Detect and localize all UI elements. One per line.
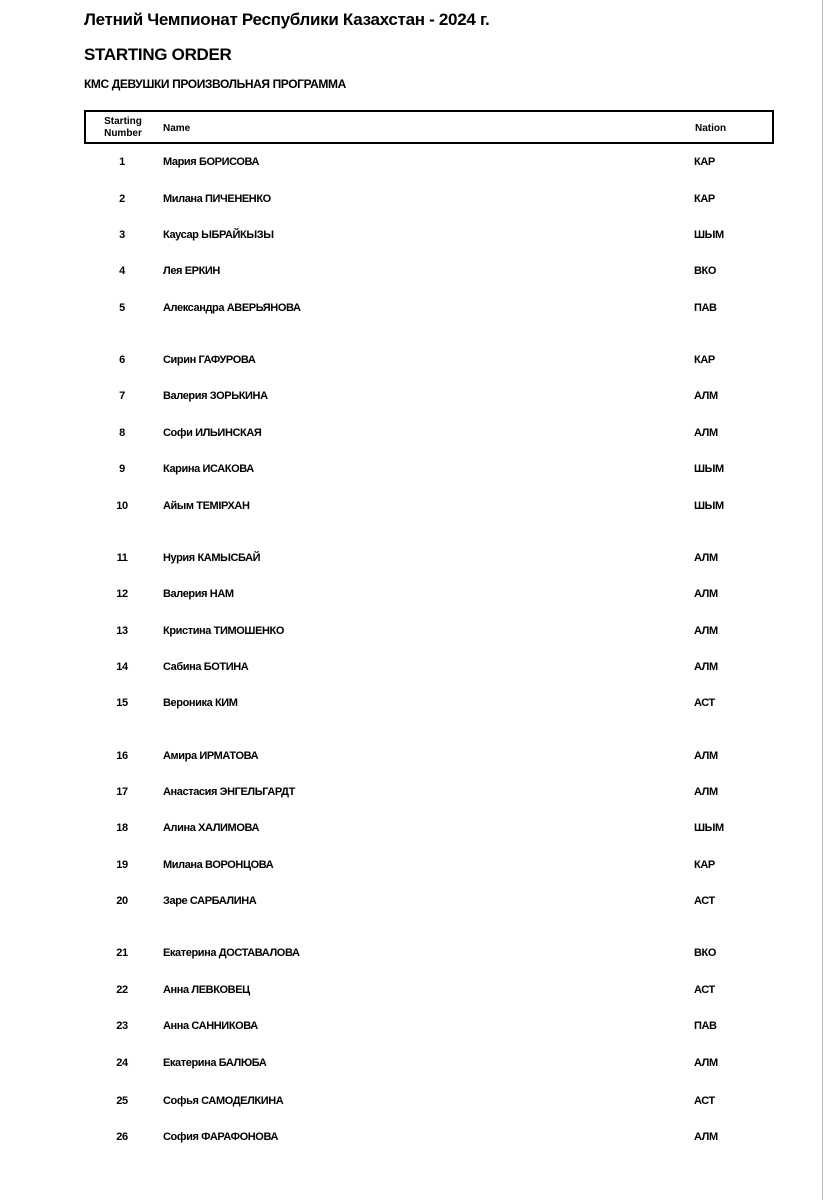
skater-name: Сирин ГАФУРОВА — [163, 354, 256, 366]
document-subtitle: STARTING ORDER — [84, 45, 232, 64]
table-row — [84, 1054, 774, 1074]
starting-number: 16 — [116, 750, 128, 762]
table-row — [84, 299, 774, 319]
table-row — [84, 351, 774, 371]
skater-name: Софья САМОДЕЛКИНА — [163, 1095, 284, 1107]
nation-code: КАР — [694, 156, 715, 168]
skater-name: Каусар ЫБРАЙКЫЗЫ — [163, 229, 274, 241]
nation-code: АЛМ — [694, 786, 718, 798]
skater-name: Екатерина ДОСТАВАЛОВА — [163, 947, 300, 959]
starting-number: 3 — [119, 229, 125, 241]
starting-number: 23 — [116, 1020, 128, 1032]
skater-name: Милана ПИЧЕНЕНКО — [163, 193, 271, 205]
table-row — [84, 262, 774, 282]
skater-name: Милана ВОРОНЦОВА — [163, 859, 274, 871]
nation-code: ШЫМ — [694, 500, 724, 512]
starting-number: 18 — [116, 822, 128, 834]
nation-code: КАР — [694, 354, 715, 366]
starting-number: 20 — [116, 895, 128, 907]
page-edge-line — [822, 0, 823, 1200]
nation-code: АЛМ — [694, 661, 718, 673]
nation-code: АСТ — [694, 697, 715, 709]
table-row — [84, 549, 774, 569]
table-row — [84, 944, 774, 964]
starting-number: 1 — [119, 156, 125, 168]
starting-number: 11 — [116, 552, 128, 564]
table-row — [84, 892, 774, 912]
skater-name: Нурия КАМЫСБАЙ — [163, 552, 261, 564]
page-title: Летний Чемпионат Республики Казахстан - 2024 г. — [84, 10, 490, 29]
nation-code: ВКО — [694, 947, 717, 959]
nation-code: АСТ — [694, 895, 715, 907]
table-row — [84, 424, 774, 444]
skater-name: Заре САРБАЛИНА — [163, 895, 257, 907]
skater-name: Валерия ЗОРЬКИНА — [163, 390, 268, 402]
nation-code: ПАВ — [694, 302, 717, 314]
starting-number: 6 — [119, 354, 125, 366]
starting-number: 25 — [116, 1095, 128, 1107]
table-row — [84, 783, 774, 803]
skater-name: Вероника КИМ — [163, 697, 238, 709]
starting-number: 10 — [116, 500, 128, 512]
nation-code: ВКО — [694, 265, 717, 277]
nation-code: ПАВ — [694, 1020, 717, 1032]
skater-name: Кристина ТИМОШЕНКО — [163, 625, 285, 637]
nation-code: ШЫМ — [694, 229, 724, 241]
nation-code: АЛМ — [694, 588, 718, 600]
nation-code: АЛМ — [694, 750, 718, 762]
table-row — [84, 622, 774, 642]
table-row — [84, 226, 774, 246]
column-header-name: Name — [163, 123, 191, 134]
skater-name: Мария БОРИСОВА — [163, 156, 260, 168]
nation-code: АЛМ — [694, 1057, 718, 1069]
table-row — [84, 694, 774, 714]
column-header-nation: Nation — [695, 123, 727, 134]
table-row — [84, 460, 774, 480]
skater-name: София ФАРАФОНОВА — [163, 1131, 279, 1143]
nation-code: АСТ — [694, 984, 715, 996]
skater-name: Александра АВЕРЬЯНОВА — [163, 302, 301, 314]
nation-code: АСТ — [694, 1095, 715, 1107]
starting-number: 24 — [116, 1057, 128, 1069]
nation-code: ШЫМ — [694, 822, 724, 834]
skater-name: Екатерина БАЛЮБА — [163, 1057, 267, 1069]
skater-name: Софи ИЛЬИНСКАЯ — [163, 427, 262, 439]
skater-name: Анастасия ЭНГЕЛЬГАРДТ — [163, 786, 295, 798]
nation-code: АЛМ — [694, 390, 718, 402]
nation-code: АЛМ — [694, 552, 718, 564]
nation-code: КАР — [694, 859, 715, 871]
starting-number: 12 — [116, 588, 128, 600]
table-row — [84, 1092, 774, 1112]
skater-name: Анна САННИКОВА — [163, 1020, 258, 1032]
starting-number: 7 — [119, 390, 125, 402]
starting-number: 8 — [119, 427, 125, 439]
starting-number: 22 — [116, 984, 128, 996]
starting-number: 13 — [116, 625, 128, 637]
nation-code: КАР — [694, 193, 715, 205]
table-row — [84, 856, 774, 876]
table-row — [84, 190, 774, 210]
starting-number: 21 — [116, 947, 128, 959]
column-header-starting-number: Starting Number — [104, 116, 142, 139]
starting-number: 14 — [116, 661, 128, 673]
starting-number: 9 — [119, 463, 125, 475]
starting-order-table — [84, 0, 774, 1200]
skater-name: Алина ХАЛИМОВА — [163, 822, 260, 834]
table-row — [84, 747, 774, 767]
category-title: КМС ДЕВУШКИ ПРОИЗВОЛЬНАЯ ПРОГРАММА — [84, 77, 346, 91]
starting-number: 5 — [119, 302, 125, 314]
table-row — [84, 981, 774, 1001]
skater-name: Сабина БОТИНА — [163, 661, 249, 673]
table-row — [84, 585, 774, 605]
starting-number: 15 — [116, 697, 128, 709]
table-row — [84, 819, 774, 839]
starting-number: 2 — [119, 193, 125, 205]
table-row — [84, 497, 774, 517]
skater-name: Амира ИРМАТОВА — [163, 750, 259, 762]
nation-code: ШЫМ — [694, 463, 724, 475]
table-row — [84, 153, 774, 173]
starting-number: 26 — [116, 1131, 128, 1143]
table-row — [84, 658, 774, 678]
skater-name: Анна ЛЕВКОВЕЦ — [163, 984, 250, 996]
starting-number: 17 — [116, 786, 128, 798]
nation-code: АЛМ — [694, 427, 718, 439]
skater-name: Айым ТЕМІРХАН — [163, 500, 250, 512]
starting-number: 4 — [119, 265, 125, 277]
nation-code: АЛМ — [694, 625, 718, 637]
skater-name: Валерия НАМ — [163, 588, 234, 600]
table-row — [84, 387, 774, 407]
table-row — [84, 1128, 774, 1148]
starting-number: 19 — [116, 859, 128, 871]
skater-name: Карина ИСАКОВА — [163, 463, 254, 475]
nation-code: АЛМ — [694, 1131, 718, 1143]
skater-name: Лея ЕРКИН — [163, 265, 220, 277]
table-row — [84, 1017, 774, 1037]
